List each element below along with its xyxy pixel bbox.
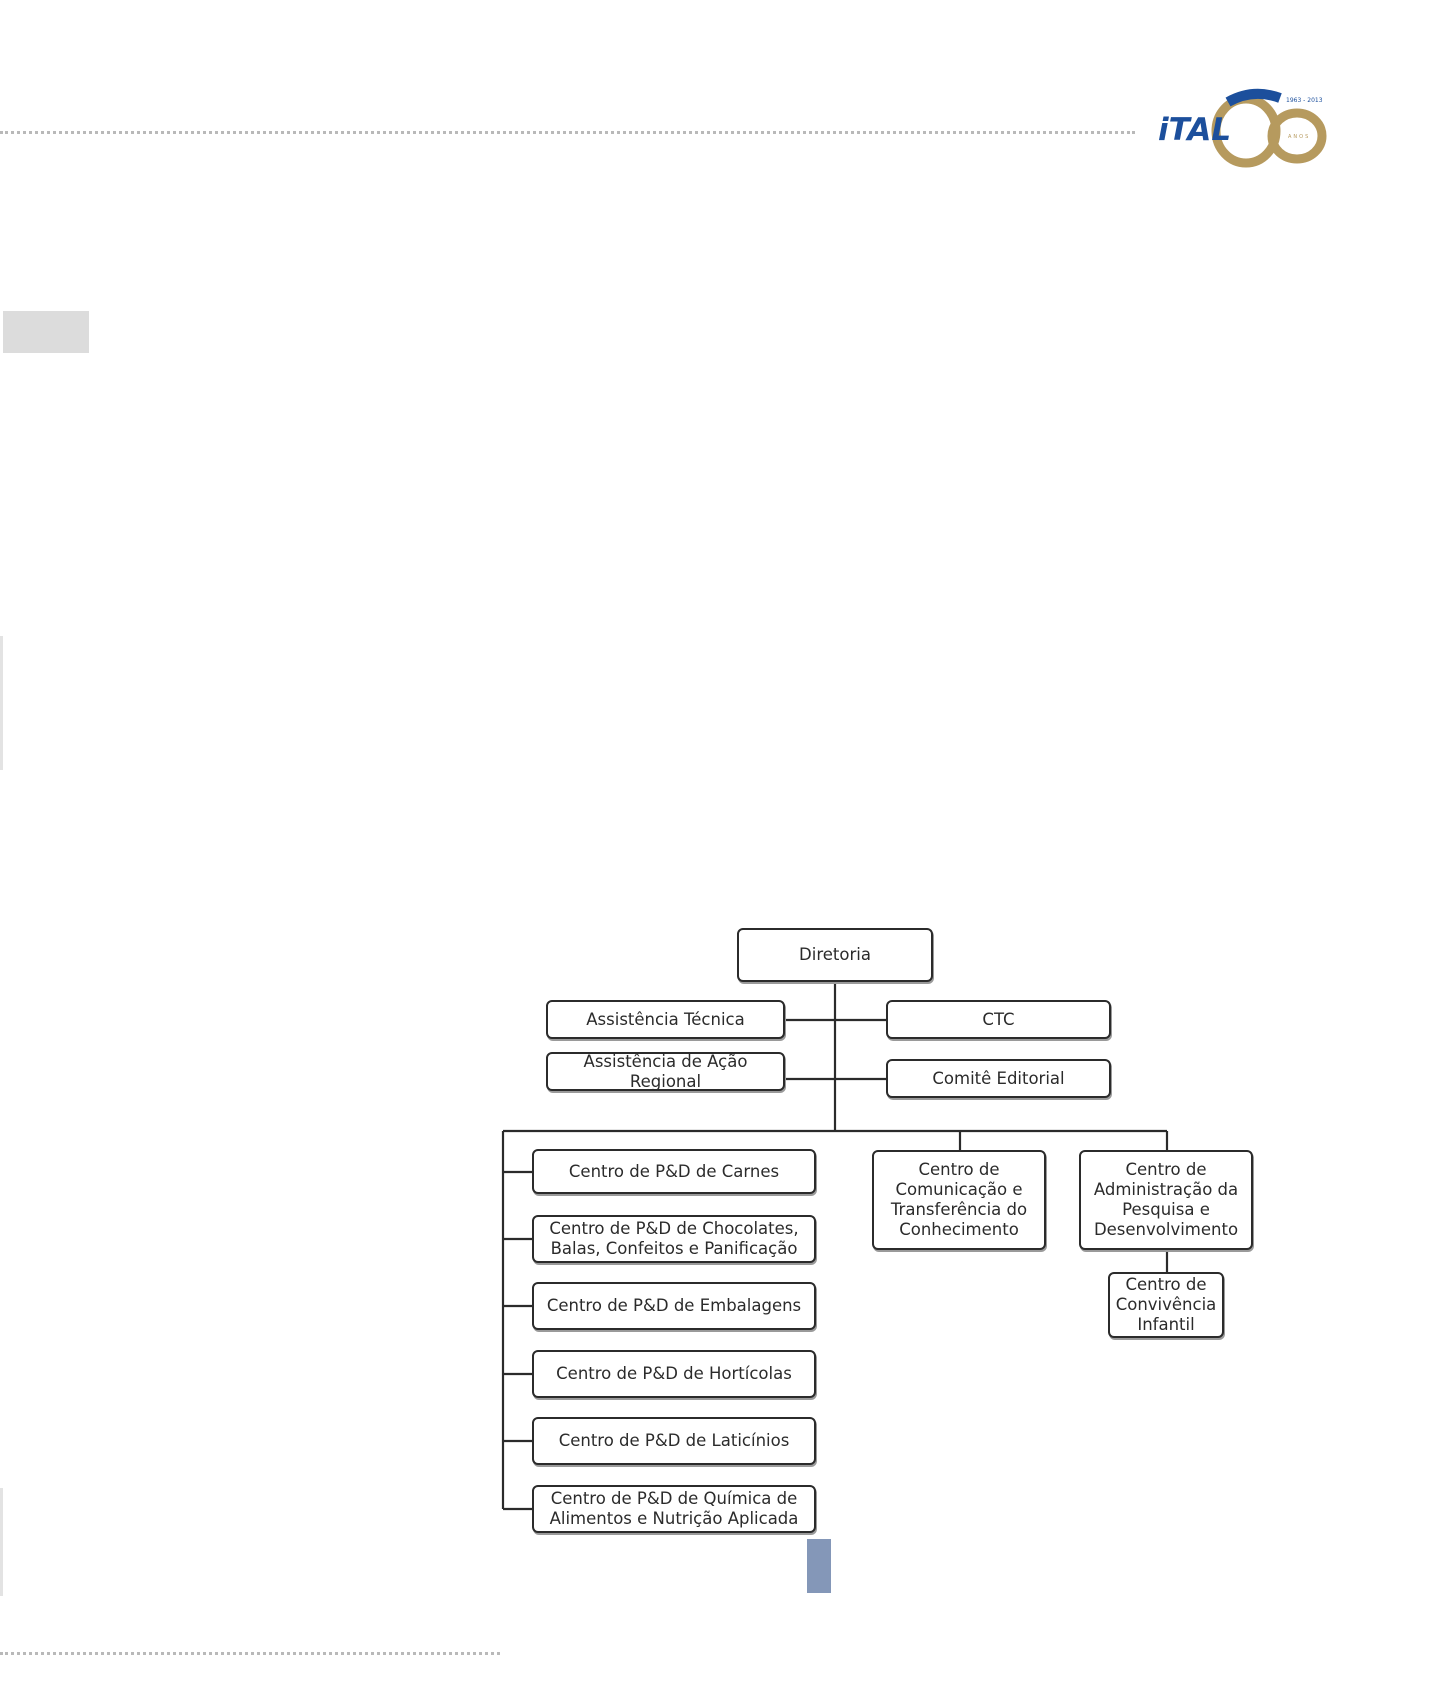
- org-box-pd-carnes: Centro de P&D de Carnes: [532, 1149, 816, 1194]
- logo-years: 1963 - 2013: [1286, 97, 1323, 104]
- org-box-comunicacao: Centro de Comunicação e Transferência do Conhecimento: [872, 1150, 1046, 1250]
- logo-text: iTAL: [1158, 112, 1232, 148]
- org-box-administracao: Centro de Administração da Pesquisa e Desenvolvimento: [1079, 1150, 1253, 1250]
- org-box-assistencia-tecnica: Assistência Técnica: [546, 1000, 785, 1039]
- org-box-ctc: CTC: [886, 1000, 1111, 1039]
- org-box-diretoria: Diretoria: [737, 928, 933, 982]
- org-box-pd-horticolas: Centro de P&D de Hortícolas: [532, 1350, 816, 1398]
- org-box-pd-chocolates: Centro de P&D de Chocolates, Balas, Confeitos e Panificação: [532, 1215, 816, 1263]
- logo-anos: ANOS: [1288, 134, 1311, 140]
- org-box-convivencia: Centro de Convivência Infantil: [1108, 1272, 1224, 1338]
- org-box-comite-editorial: Comitê Editorial: [886, 1059, 1111, 1098]
- org-box-pd-laticinios: Centro de P&D de Laticínios: [532, 1417, 816, 1465]
- org-box-pd-quimica: Centro de P&D de Química de Alimentos e Nutrição Aplicada: [532, 1485, 816, 1533]
- org-box-assistencia-acao-regional: Assistência de Ação Regional: [546, 1052, 785, 1091]
- org-box-pd-embalagens: Centro de P&D de Embalagens: [532, 1282, 816, 1330]
